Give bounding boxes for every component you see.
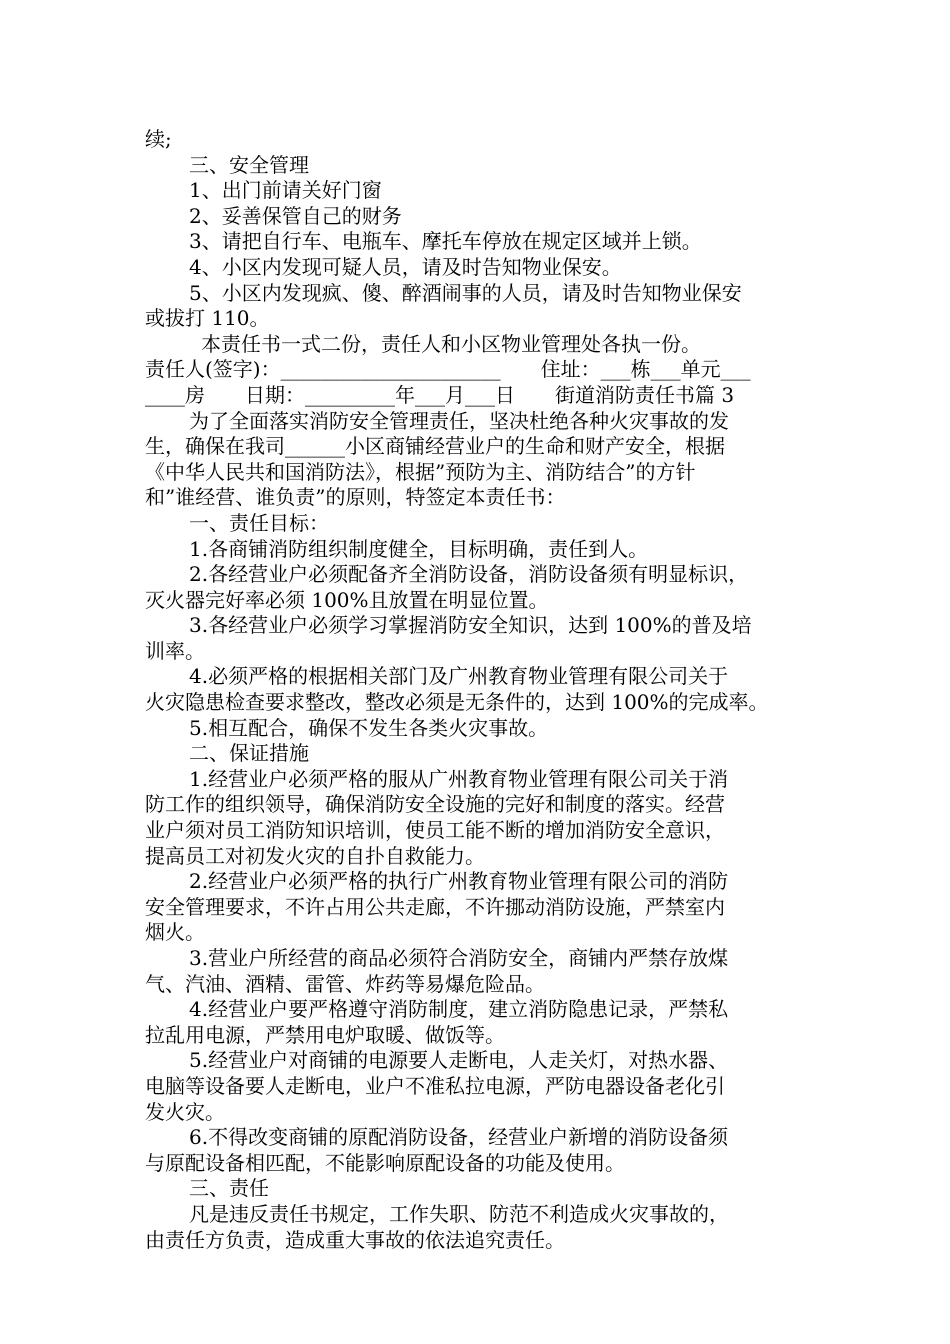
paragraph-line: 《中华人民共和国消防法》，根据”预防为主、消防结合”的方针 [145,459,696,484]
paragraph-line: 为了全面落实消防安全管理责任，坚决杜绝各种火灾事故的发 [189,408,729,433]
text-line: 或拔打 110。 [145,306,270,331]
list-item: 1.经营业户必须严格的服从广州教育物业管理有限公司关于消 [189,766,729,791]
list-item-continuation: 拉乱用电源，严禁用电炉取暖、做饭等。 [145,1022,505,1047]
list-item: 3.营业户所经营的商品必须符合消防安全，商铺内严禁存放煤 [189,946,729,970]
text-line: 续; [145,127,172,151]
date-line: ____房 日期：_________年___月___日 街道消防责任书篇 3 [145,382,735,407]
list-item: 3.各经营业户必须学习掌握消防安全知识，达到 100%的普及培 [189,613,752,638]
list-item-continuation: 业户须对员工消防知识培训，使员工能不断的增加消防安全意识， [145,818,725,843]
paragraph-line: 由责任方负责，造成重大事故的依法追究责任。 [145,1227,565,1252]
list-item: 5、小区内发现疯、傻、醉酒闹事的人员，请及时告知物业保安 [189,280,742,305]
signature-line: 责任人(签字)：______________________ 住址：___栋___单元___ [145,357,751,382]
section-heading: 三、责任 [189,1176,269,1201]
list-item-continuation: 电脑等设备要人走断电，业户不准私拉电源，严防电器设备老化引 [145,1073,725,1098]
list-item: 6.不得改变商铺的原配消防设备，经营业户新增的消防设备须 [189,1125,729,1150]
list-item-continuation: 烟火。 [145,920,205,945]
list-item-continuation: 与原配设备相匹配，不能影响原配设备的功能及使用。 [145,1150,625,1175]
list-item-continuation: 提高员工对初发火灾的自扑自救能力。 [145,843,485,868]
paragraph-line: 生，确保在我司______小区商铺经营业户的生命和财产安全，根据 [145,434,725,459]
paragraph-line: 凡是违反责任书规定，工作失职、防范不利造成火灾事故的， [189,1201,729,1226]
section-heading: 三、安全管理 [189,152,309,177]
list-item-continuation: 气、汽油、酒精、雷管、炸药等易爆危险品。 [145,971,545,996]
list-item-continuation: 火灾隐患检查要求整改，整改必须是无条件的，达到 100%的完成率。 [145,690,769,715]
list-item: 5.相互配合，确保不发生各类火灾事故。 [189,715,549,740]
list-item: 4.经营业户要严格遵守消防制度，建立消防隐患记录，严禁私 [189,997,729,1022]
text-line: 本责任书一式二份，责任人和小区物业管理处各执一份。 [201,331,701,356]
list-item: 2.各经营业户必须配备齐全消防设备，消防设备须有明显标识， [189,562,749,587]
list-item: 1、出门前请关好门窗 [189,178,382,203]
section-heading: 二、保证措施 [189,741,309,766]
list-item: 5.经营业户对商铺的电源要人走断电，人走关灯，对热水器、 [189,1048,729,1073]
section-heading: 一、责任目标： [189,510,329,535]
list-item: 2.经营业户必须严格的执行广州教育物业管理有限公司的消防 [189,869,729,894]
document-page [145,127,810,1253]
list-item: 4.必须严格的根据相关部门及广州教育物业管理有限公司关于 [189,664,729,689]
list-item: 2、妥善保管自己的财务 [189,203,402,228]
list-item: 1.各商铺消防组织制度健全，目标明确，责任到人。 [189,536,649,561]
list-item: 4、小区内发现可疑人员，请及时告知物业保安。 [189,254,622,279]
list-item-continuation: 灭火器完好率必须 100%且放置在明显位置。 [145,587,549,612]
paragraph-line: 和”谁经营、谁负责”的原则，特签定本责任书： [145,485,566,510]
list-item-continuation: 安全管理要求，不许占用公共走廊，不许挪动消防设施，严禁室内 [145,894,725,919]
list-item-continuation: 训率。 [145,638,205,663]
list-item-continuation: 防工作的组织领导，确保消防安全设施的完好和制度的落实。经营 [145,792,725,817]
list-item-continuation: 发火灾。 [145,1099,225,1124]
list-item: 3、请把自行车、电瓶车、摩托车停放在规定区域并上锁。 [189,229,702,254]
